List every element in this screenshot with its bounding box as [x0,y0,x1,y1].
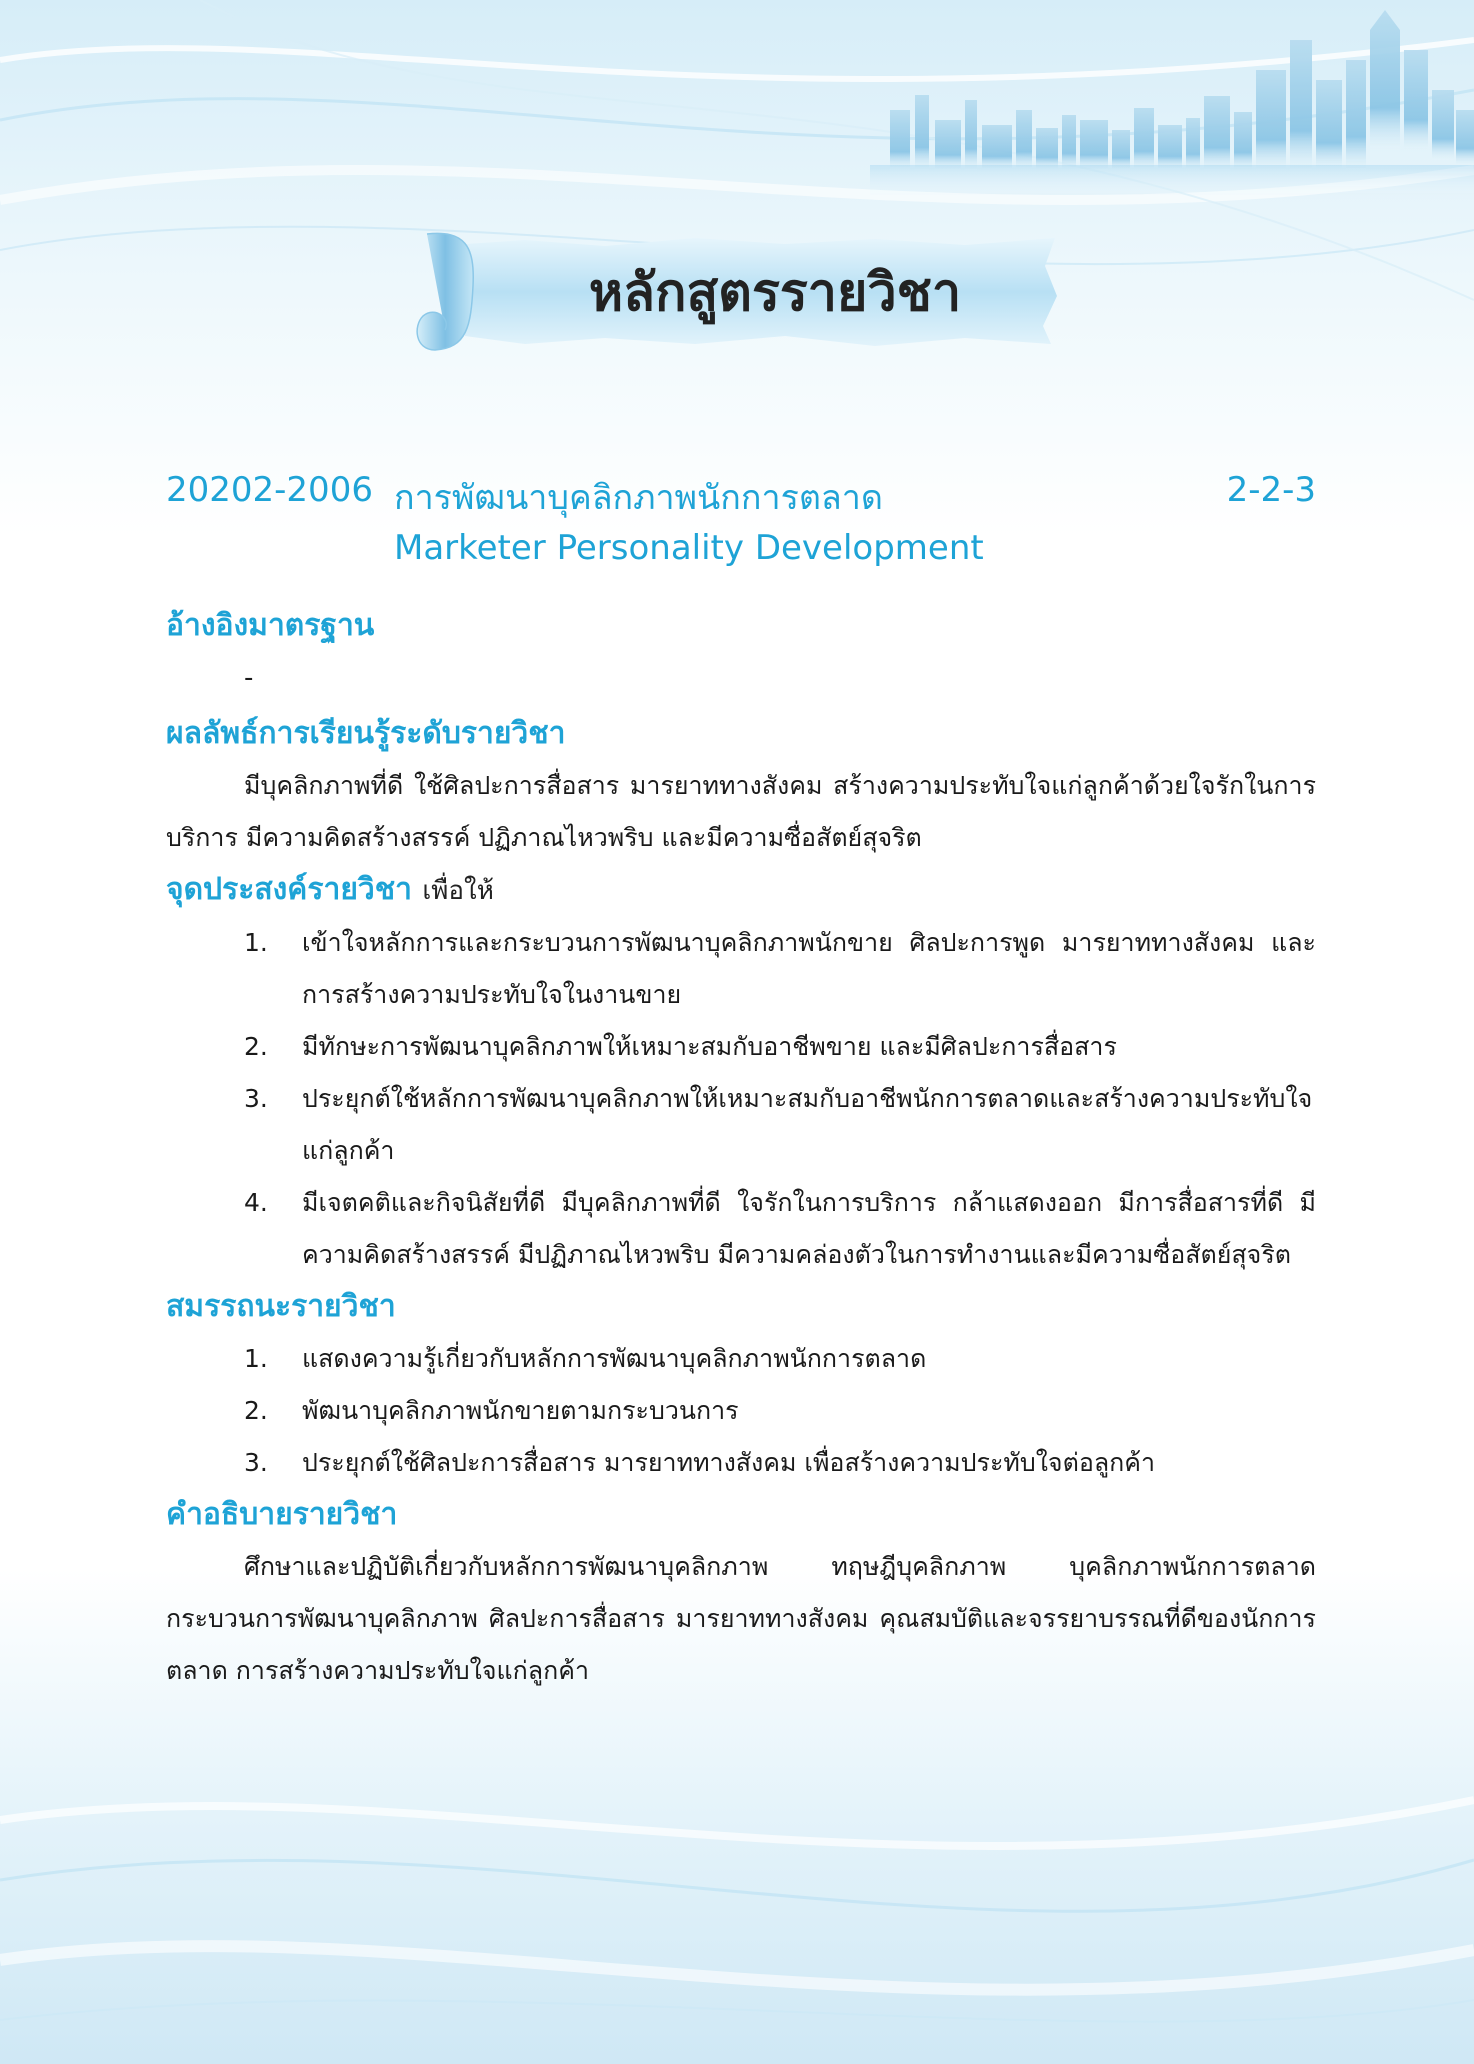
objectives-list [166,917,1316,1281]
objectives-heading-suffix: เพื่อให้ [422,876,494,906]
list-item-number: 3. [244,1084,268,1113]
course-line-english [166,528,1316,586]
list-item-number: 1. [244,928,268,957]
list-item-number: 2. [244,1396,268,1425]
list-item [166,1333,1316,1385]
competencies-list [166,1333,1316,1489]
course-header [166,470,1316,586]
course-line-thai [166,470,1316,528]
list-item-number: 1. [244,1344,268,1373]
course-code: 20202-2006 [166,470,373,510]
standard-ref-value: - [244,663,254,693]
list-item-number: 3. [244,1448,268,1477]
list-item-text: มีเจตคติและกิจนิสัยที่ดี มีบุคลิกภาพที่ดี ใจรักในการบริการ กล้าแสดงออก มีการสื่อสารที่ดี มีความคิดสร้างสรรค์ มีปฏิภาณไหวพริบ มีความคล่องตัวในการทำงานและมีความซื่อสัตย์สุจริต [302,1188,1316,1269]
course-name-thai: การพัฒนาบุคลิกภาพนักการตลาด [394,478,883,518]
course-content [166,600,1316,1697]
list-item-text: มีทักษะการพัฒนาบุคลิกภาพให้เหมาะสมกับอาชีพขาย และมีศิลปะการสื่อสาร [302,1032,1117,1061]
list-item [166,1437,1316,1489]
page-title: หลักสูตรรายวิชา [588,262,962,323]
city-skyline-image [870,10,1474,195]
list-item [166,1073,1316,1177]
competencies-heading: สมรรถนะรายวิชา [166,1289,396,1324]
list-item-text: เข้าใจหลักการและกระบวนการพัฒนาบุคลิกภาพนักขาย ศิลปะการพูด มารยาททางสังคม และการสร้างความประทับใจในงานขาย [302,928,1316,1009]
course-name-english: Marketer Personality Development [394,528,984,568]
list-item [166,1385,1316,1437]
list-item [166,917,1316,1021]
list-item-text: ประยุกต์ใช้ศิลปะการสื่อสาร มารยาททางสังคม เพื่อสร้างความประทับใจต่อลูกค้า [302,1448,1156,1477]
objectives-heading-label: จุดประสงค์รายวิชา [166,872,412,907]
list-item-text: ประยุกต์ใช้หลักการพัฒนาบุคลิกภาพให้เหมาะสมกับอาชีพนักการตลาดและสร้างความประทับใจแก่ลูกค้า [302,1084,1313,1165]
description-text: ศึกษาและปฏิบัติเกี่ยวกับหลักการพัฒนาบุคลิกภาพ ทฤษฎีบุคลิกภาพ บุคลิกภาพนักการตลาด กระบวนการพัฒนาบุคลิกภาพ ศิลปะการสื่อสาร มารยาททางสังคม คุณสมบัติและจรรยาบรรณที่ดีของนักการตลาด การสร้างความประทับใจแก่ลูกค้า [166,1552,1316,1685]
objectives-heading [166,864,1316,917]
list-item-text: พัฒนาบุคลิกภาพนักขายตามกระบวนการ [302,1396,739,1425]
standard-ref-heading: อ้างอิงมาตรฐาน [166,608,375,643]
course-credits: 2-2-3 [1226,470,1316,510]
learning-outcome-heading: ผลลัพธ์การเรียนรู้ระดับรายวิชา [166,716,566,751]
list-item-number: 4. [244,1188,268,1217]
list-item [166,1021,1316,1073]
list-item [166,1177,1316,1281]
learning-outcome-text: มีบุคลิกภาพที่ดี ใช้ศิลปะการสื่อสาร มารยาททางสังคม สร้างความประทับใจแก่ลูกค้าด้วยใจรักในการบริการ มีความคิดสร้างสรรค์ ปฏิภาณไหวพริบ และมีความซื่อสัตย์สุจริต [166,771,1316,852]
list-item-text: แสดงความรู้เกี่ยวกับหลักการพัฒนาบุคลิกภาพนักการตลาด [302,1344,927,1373]
list-item-number: 2. [244,1032,268,1061]
description-heading: คำอธิบายรายวิชา [166,1497,398,1532]
